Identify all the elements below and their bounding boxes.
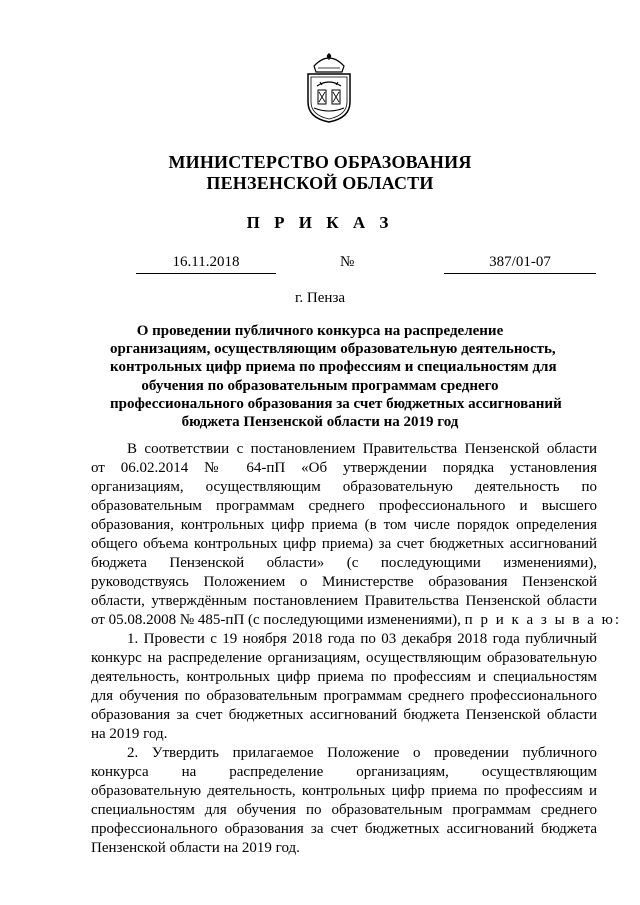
- body-line: образования за счет бюджетных ассигнований бюджета Пензенской области: [91, 707, 597, 723]
- body-line: для обучения по образовательным программам среднего профессионального: [91, 688, 597, 704]
- body-line: бюджета Пензенской области» (с последующими изменениями),: [91, 555, 597, 571]
- body-line: организациям, осуществляющим образовательную деятельность по: [91, 479, 597, 495]
- subject-line: бюджета Пензенской области на 2019 год: [181, 414, 459, 431]
- order-date: 16.11.2018: [172, 254, 240, 270]
- body-line-text: от 05.08.2008 № 485-пП (с последующими изменениями),: [91, 612, 461, 628]
- coat-of-arms-icon: [300, 52, 358, 124]
- subject-line: организациям, осуществляющим образовательную деятельность,: [110, 341, 556, 358]
- body-line: [91, 611, 622, 630]
- body-line: конкурс на распределение организациям, осуществляющим образовательную: [91, 650, 597, 666]
- order-body: [91, 440, 622, 858]
- body-line: образовательным программам среднего профессионального и высшего: [91, 498, 597, 514]
- body-line: Пензенской области на 2019 год.: [91, 840, 300, 856]
- subject-line: профессионального образования за счет бюджетных ассигнований: [110, 395, 562, 412]
- date-underline: [136, 273, 276, 274]
- body-line: деятельность, контрольных цифр приема по профессиям и специальностям: [91, 669, 597, 685]
- subject-line: контрольных цифр приема по профессиям и специальностям для: [110, 359, 557, 376]
- order-subject: [110, 322, 562, 431]
- body-line: специальностям для обучения по образовательным программам среднего: [91, 802, 597, 818]
- body-line: В соответствии с постановлением Правительства Пензенской области: [127, 441, 597, 457]
- body-line: от 06.02.2014 № 64-пП «Об утверждении порядка установления: [91, 460, 597, 476]
- order-number-field: [444, 254, 596, 271]
- ministry-name-line1: МИНИСТЕРСТВО ОБРАЗОВАНИЯ: [168, 152, 472, 172]
- body-line: конкурса на распределение организациям, осуществляющим: [91, 764, 597, 780]
- body-line: образования, контрольных цифр приема (в том числе порядок определения: [91, 517, 597, 533]
- order-date-field: [136, 254, 276, 271]
- body-line: на 2019 год.: [91, 726, 168, 742]
- body-line: профессионального образования за счет бюджетных ассигнований бюджета: [91, 821, 597, 837]
- number-sign: №: [340, 254, 355, 270]
- body-line: руководствуясь Положением о Министерстве образования Пензенской: [91, 574, 597, 590]
- document-type-title: П Р И К А З: [246, 213, 394, 232]
- body-line: общего объема контрольных цифр приема) за счет бюджетных ассигнований: [91, 536, 597, 552]
- body-line: 2. Утвердить прилагаемое Положение о проведении публичного: [127, 745, 597, 761]
- number-underline: [444, 273, 596, 274]
- subject-line: О проведении публичного конкурса на распределение: [136, 323, 504, 339]
- order-number: 387/01-07: [489, 254, 551, 270]
- ministry-name-line2: ПЕНЗЕНСКОЙ ОБЛАСТИ: [206, 173, 434, 193]
- body-line: 1. Провести с 19 ноября 2018 года по 03 декабря 2018 года публичный: [127, 631, 597, 647]
- order-verb: п р и к а з ы в а ю:: [464, 612, 622, 628]
- city: г. Пенза: [294, 290, 346, 306]
- subject-line: обучения по образовательным программам среднего: [141, 377, 499, 394]
- body-line: образовательную деятельность, контрольных цифр приема по профессиям и: [91, 783, 597, 799]
- body-line: области, утверждённым постановлением Правительства Пензенской области: [91, 593, 597, 609]
